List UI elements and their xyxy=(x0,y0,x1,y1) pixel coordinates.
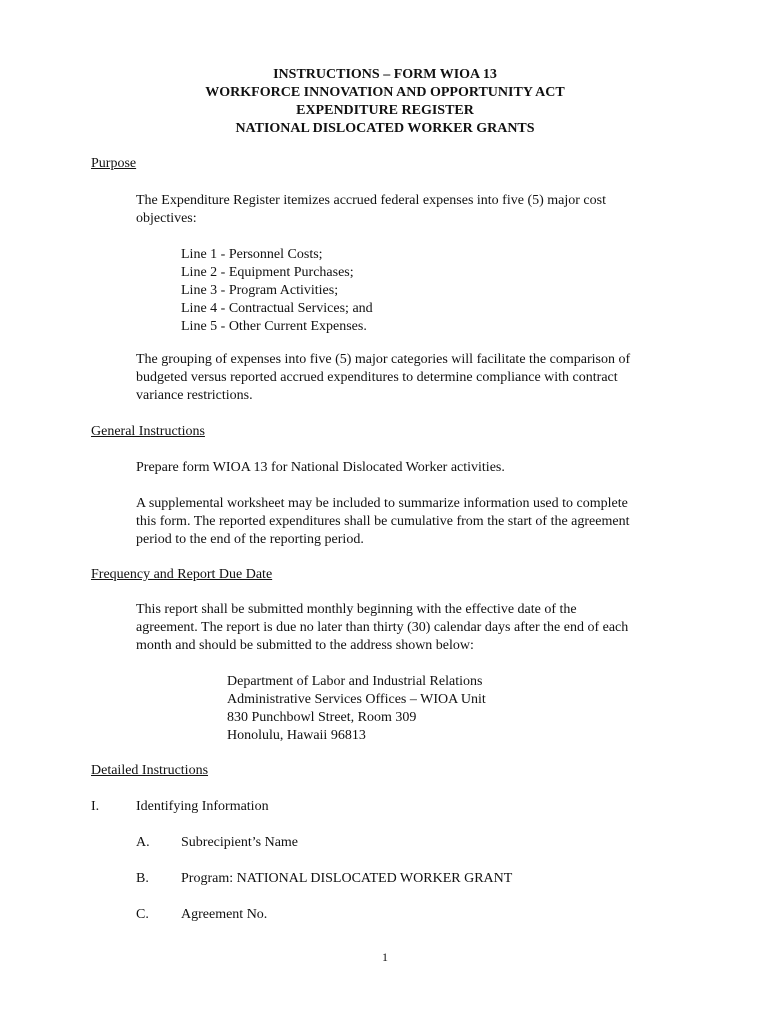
title-line-1: INSTRUCTIONS – FORM WIOA 13 xyxy=(273,67,497,82)
general-instructions-heading: General Instructions xyxy=(91,424,205,439)
title-line-2: WORKFORCE INNOVATION AND OPPORTUNITY ACT xyxy=(205,85,565,100)
purpose-heading: Purpose xyxy=(91,156,137,171)
item-letter: A. xyxy=(136,835,150,850)
item-text: Program: NATIONAL DISLOCATED WORKER GRANT xyxy=(181,871,513,886)
purpose-intro-line-2: objectives: xyxy=(136,211,197,226)
grouping-line-2: budgeted versus reported accrued expenditures to determine compliance with contract xyxy=(136,370,618,385)
title-line-4: NATIONAL DISLOCATED WORKER GRANTS xyxy=(235,121,535,136)
purpose-intro-line-1: The Expenditure Register itemizes accrued federal expenses into five (5) major cost xyxy=(136,193,606,208)
address-line: Department of Labor and Industrial Relations xyxy=(227,674,483,689)
supplemental-line-2: this form. The reported expenditures shall be cumulative from the start of the agreement xyxy=(136,514,630,529)
address-line: 830 Punchbowl Street, Room 309 xyxy=(227,710,417,725)
cost-line-item: Line 2 - Equipment Purchases; xyxy=(181,265,354,280)
address-line: Administrative Services Offices – WIOA Unit xyxy=(227,692,486,707)
item-text: Subrecipient’s Name xyxy=(181,835,299,850)
page-number: 1 xyxy=(382,950,388,964)
cost-line-item: Line 1 - Personnel Costs; xyxy=(181,247,323,262)
frequency-line-3: month and should be submitted to the address shown below: xyxy=(136,638,474,653)
section-number: I. xyxy=(91,799,100,814)
supplemental-line-3: period to the end of the reporting period. xyxy=(136,532,364,547)
cost-line-item: Line 5 - Other Current Expenses. xyxy=(181,319,367,334)
title-line-3: EXPENDITURE REGISTER xyxy=(296,103,474,118)
cost-line-item: Line 4 - Contractual Services; and xyxy=(181,301,373,316)
document-title xyxy=(0,66,770,138)
grouping-line-3: variance restrictions. xyxy=(136,388,253,403)
address-line: Honolulu, Hawaii 96813 xyxy=(227,728,366,743)
item-letter: C. xyxy=(136,907,149,922)
mailing-address xyxy=(227,673,486,745)
cost-line-item: Line 3 - Program Activities; xyxy=(181,283,339,298)
cost-lines-list xyxy=(181,246,373,336)
section-title: Identifying Information xyxy=(136,799,269,814)
frequency-line-2: agreement. The report is due no later than thirty (30) calendar days after the end of each xyxy=(136,620,629,635)
frequency-heading: Frequency and Report Due Date xyxy=(91,567,273,582)
general-prepare-text: Prepare form WIOA 13 for National Dislocated Worker activities. xyxy=(136,460,505,475)
frequency-line-1: This report shall be submitted monthly beginning with the effective date of the xyxy=(136,602,577,617)
supplemental-line-1: A supplemental worksheet may be included to summarize information used to complete xyxy=(136,496,628,511)
item-letter: B. xyxy=(136,871,149,886)
detailed-instructions-heading: Detailed Instructions xyxy=(91,763,209,778)
item-text: Agreement No. xyxy=(181,907,268,922)
grouping-line-1: The grouping of expenses into five (5) major categories will facilitate the comparison of xyxy=(136,352,631,367)
